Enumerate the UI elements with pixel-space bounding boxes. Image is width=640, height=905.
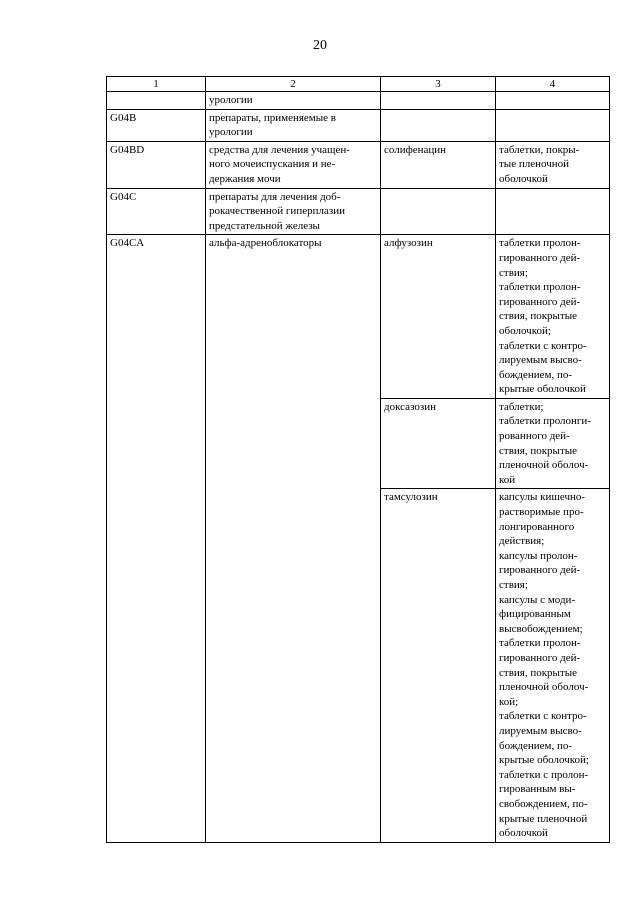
inn-cell: солифенацин [381,141,496,188]
dosage-form-cell [496,92,610,110]
group-name-cell: средства для лечения учащен- ного мочеиспускания и не- держания мочи [206,141,381,188]
table-row [107,141,610,188]
table-row [107,109,610,141]
column-number-row [107,77,610,92]
inn-cell: доксазозин [381,398,496,489]
atc-code-cell: G04BD [107,141,206,188]
column-number-4: 4 [496,77,610,92]
table-row [107,188,610,235]
dosage-form-cell [496,109,610,141]
atc-code-cell: G04B [107,109,206,141]
inn-cell [381,188,496,235]
inn-cell: тамсулозин [381,489,496,842]
inn-cell [381,109,496,141]
column-number-2: 2 [206,77,381,92]
group-name-cell: урологии [206,92,381,110]
group-name-cell: препараты для лечения доб- рокачественной гиперплазии предстательной железы [206,188,381,235]
inn-cell: алфузозин [381,235,496,399]
dosage-form-cell: таблетки пролон- гированного дей- ствия; таблетки пролон- гированного дей- ствия, покрытые оболочкой; таблетки с контро- лируемым высво- бождением, по- крытые оболочкой [496,235,610,399]
group-name-cell: препараты, применяемые в урологии [206,109,381,141]
column-number-1: 1 [107,77,206,92]
dosage-form-cell: капсулы кишечно- растворимые про- лонгированного действия; капсулы пролон- гированного дей- ствия; капсулы с моди- фицированным высвобождением; таблетки пролон- гированного дей- ствия, покрытые пленочной оболоч- кой; таблетки с контро- лируемым высво- бождением, по- крытые оболочкой; таблетки с пролон- гированным вы- свобождением, по- крытые пленочной оболочкой [496,489,610,842]
dosage-form-cell: таблетки; таблетки пролонги- рованного дей- ствия, покрытые пленочной оболоч- кой [496,398,610,489]
dosage-form-cell [496,188,610,235]
page-number: 20 [313,38,327,53]
dosage-form-cell: таблетки, покры- тые пленочной оболочкой [496,141,610,188]
table-row [107,235,610,399]
atc-code-cell [107,92,206,110]
table-row [107,92,610,110]
column-number-3: 3 [381,77,496,92]
atc-code-cell: G04C [107,188,206,235]
group-name-cell: альфа-адреноблокаторы [206,235,381,842]
inn-cell [381,92,496,110]
drug-table [106,76,610,843]
atc-code-cell: G04CA [107,235,206,842]
